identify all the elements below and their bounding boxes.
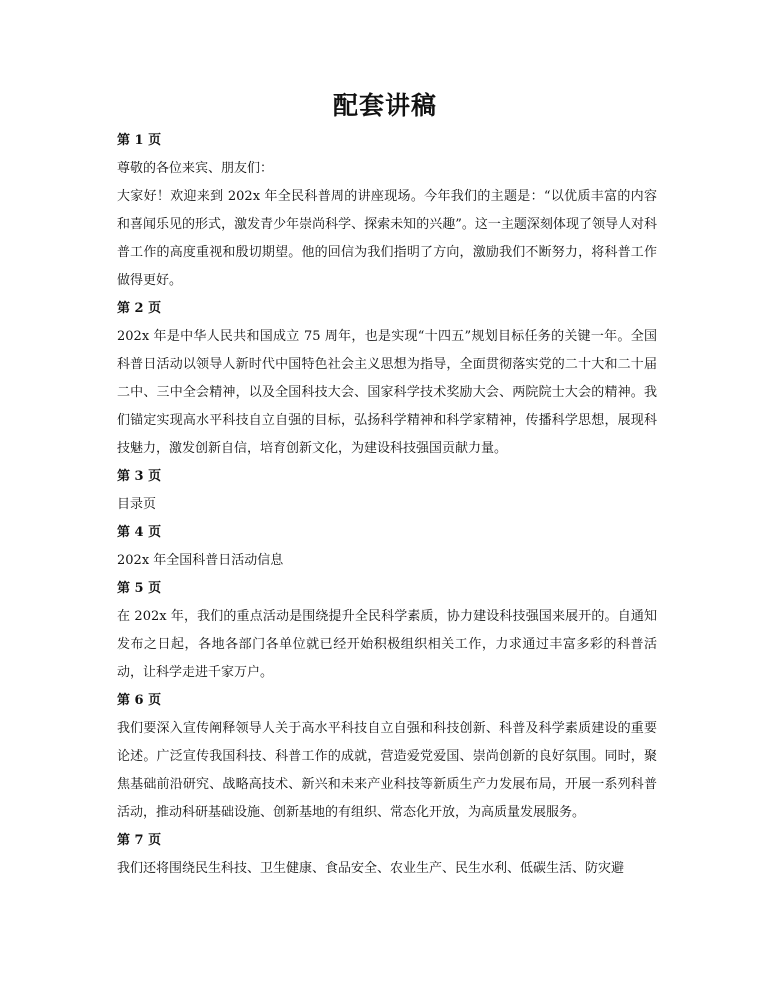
paragraph: 目录页 — [117, 497, 157, 512]
page-label: 第 3 页 — [117, 469, 162, 484]
section-page-2 — [117, 295, 657, 463]
paragraph: 我们还将围绕民生科技、卫生健康、食品安全、农业生产、民生水利、低碳生活、防灾避 — [117, 861, 625, 876]
paragraph: 大家好！欢迎来到 202x 年全民科普周的讲座现场。今年我们的主题是：“以优质丰富的内容和喜闻乐见的形式，激发青少年崇尚科学、探索未知的兴趣”。这一主题深刻体现了领导人对科普工作的高度重视和殷切期望。他的回信为我们指明了方向，激励我们不断努力，将科普工作做得更好。 — [117, 189, 657, 288]
section-page-3 — [117, 463, 657, 519]
page-label: 第 7 页 — [117, 833, 162, 848]
document-body — [117, 127, 657, 883]
paragraph: 在 202x 年，我们的重点活动是围绕提升全民科学素质，协力建设科技强国来展开的。自通知发布之日起，各地各部门各单位就已经开始积极组织相关工作，力求通过丰富多彩的科普活动，让科学走进千家万户。 — [117, 609, 657, 680]
page-label: 第 2 页 — [117, 301, 162, 316]
page-label: 第 5 页 — [117, 581, 162, 596]
paragraph: 202x 年全国科普日活动信息 — [117, 553, 284, 568]
greeting-paragraph: 尊敬的各位来宾、朋友们： — [117, 161, 274, 176]
page-label: 第 1 页 — [117, 133, 162, 148]
paragraph: 我们要深入宣传阐释领导人关于高水平科技自立自强和科技创新、科普及科学素质建设的重要论述。广泛宣传我国科技、科普工作的成就，营造爱党爱国、崇尚创新的良好氛围。同时，聚焦基础前沿研究、战略高技术、新兴和未来产业科技等新质生产力发展布局，开展一系列科普活动，推动科研基础设施、创新基地的有组织、常态化开放，为高质量发展服务。 — [117, 721, 657, 820]
section-page-6 — [117, 687, 657, 827]
section-page-1 — [117, 127, 657, 295]
section-page-7 — [117, 827, 657, 883]
paragraph: 202x 年是中华人民共和国成立 75 周年，也是实现“十四五”规划目标任务的关键一年。全国科普日活动以领导人新时代中国特色社会主义思想为指导，全面贯彻落实党的二十大和二十届二中、三中全会精神，以及全国科技大会、国家科学技术奖励大会、两院院士大会的精神。我们锚定实现高水平科技自立自强的目标，弘扬科学精神和科学家精神，传播科学思想，展现科技魅力，激发创新自信，培育创新文化，为建设科技强国贡献力量。 — [117, 329, 657, 456]
document-title: 配套讲稿 — [332, 91, 437, 120]
section-page-5 — [117, 575, 657, 687]
page-label: 第 4 页 — [117, 525, 162, 540]
section-page-4 — [117, 519, 657, 575]
page-label: 第 6 页 — [117, 693, 162, 708]
